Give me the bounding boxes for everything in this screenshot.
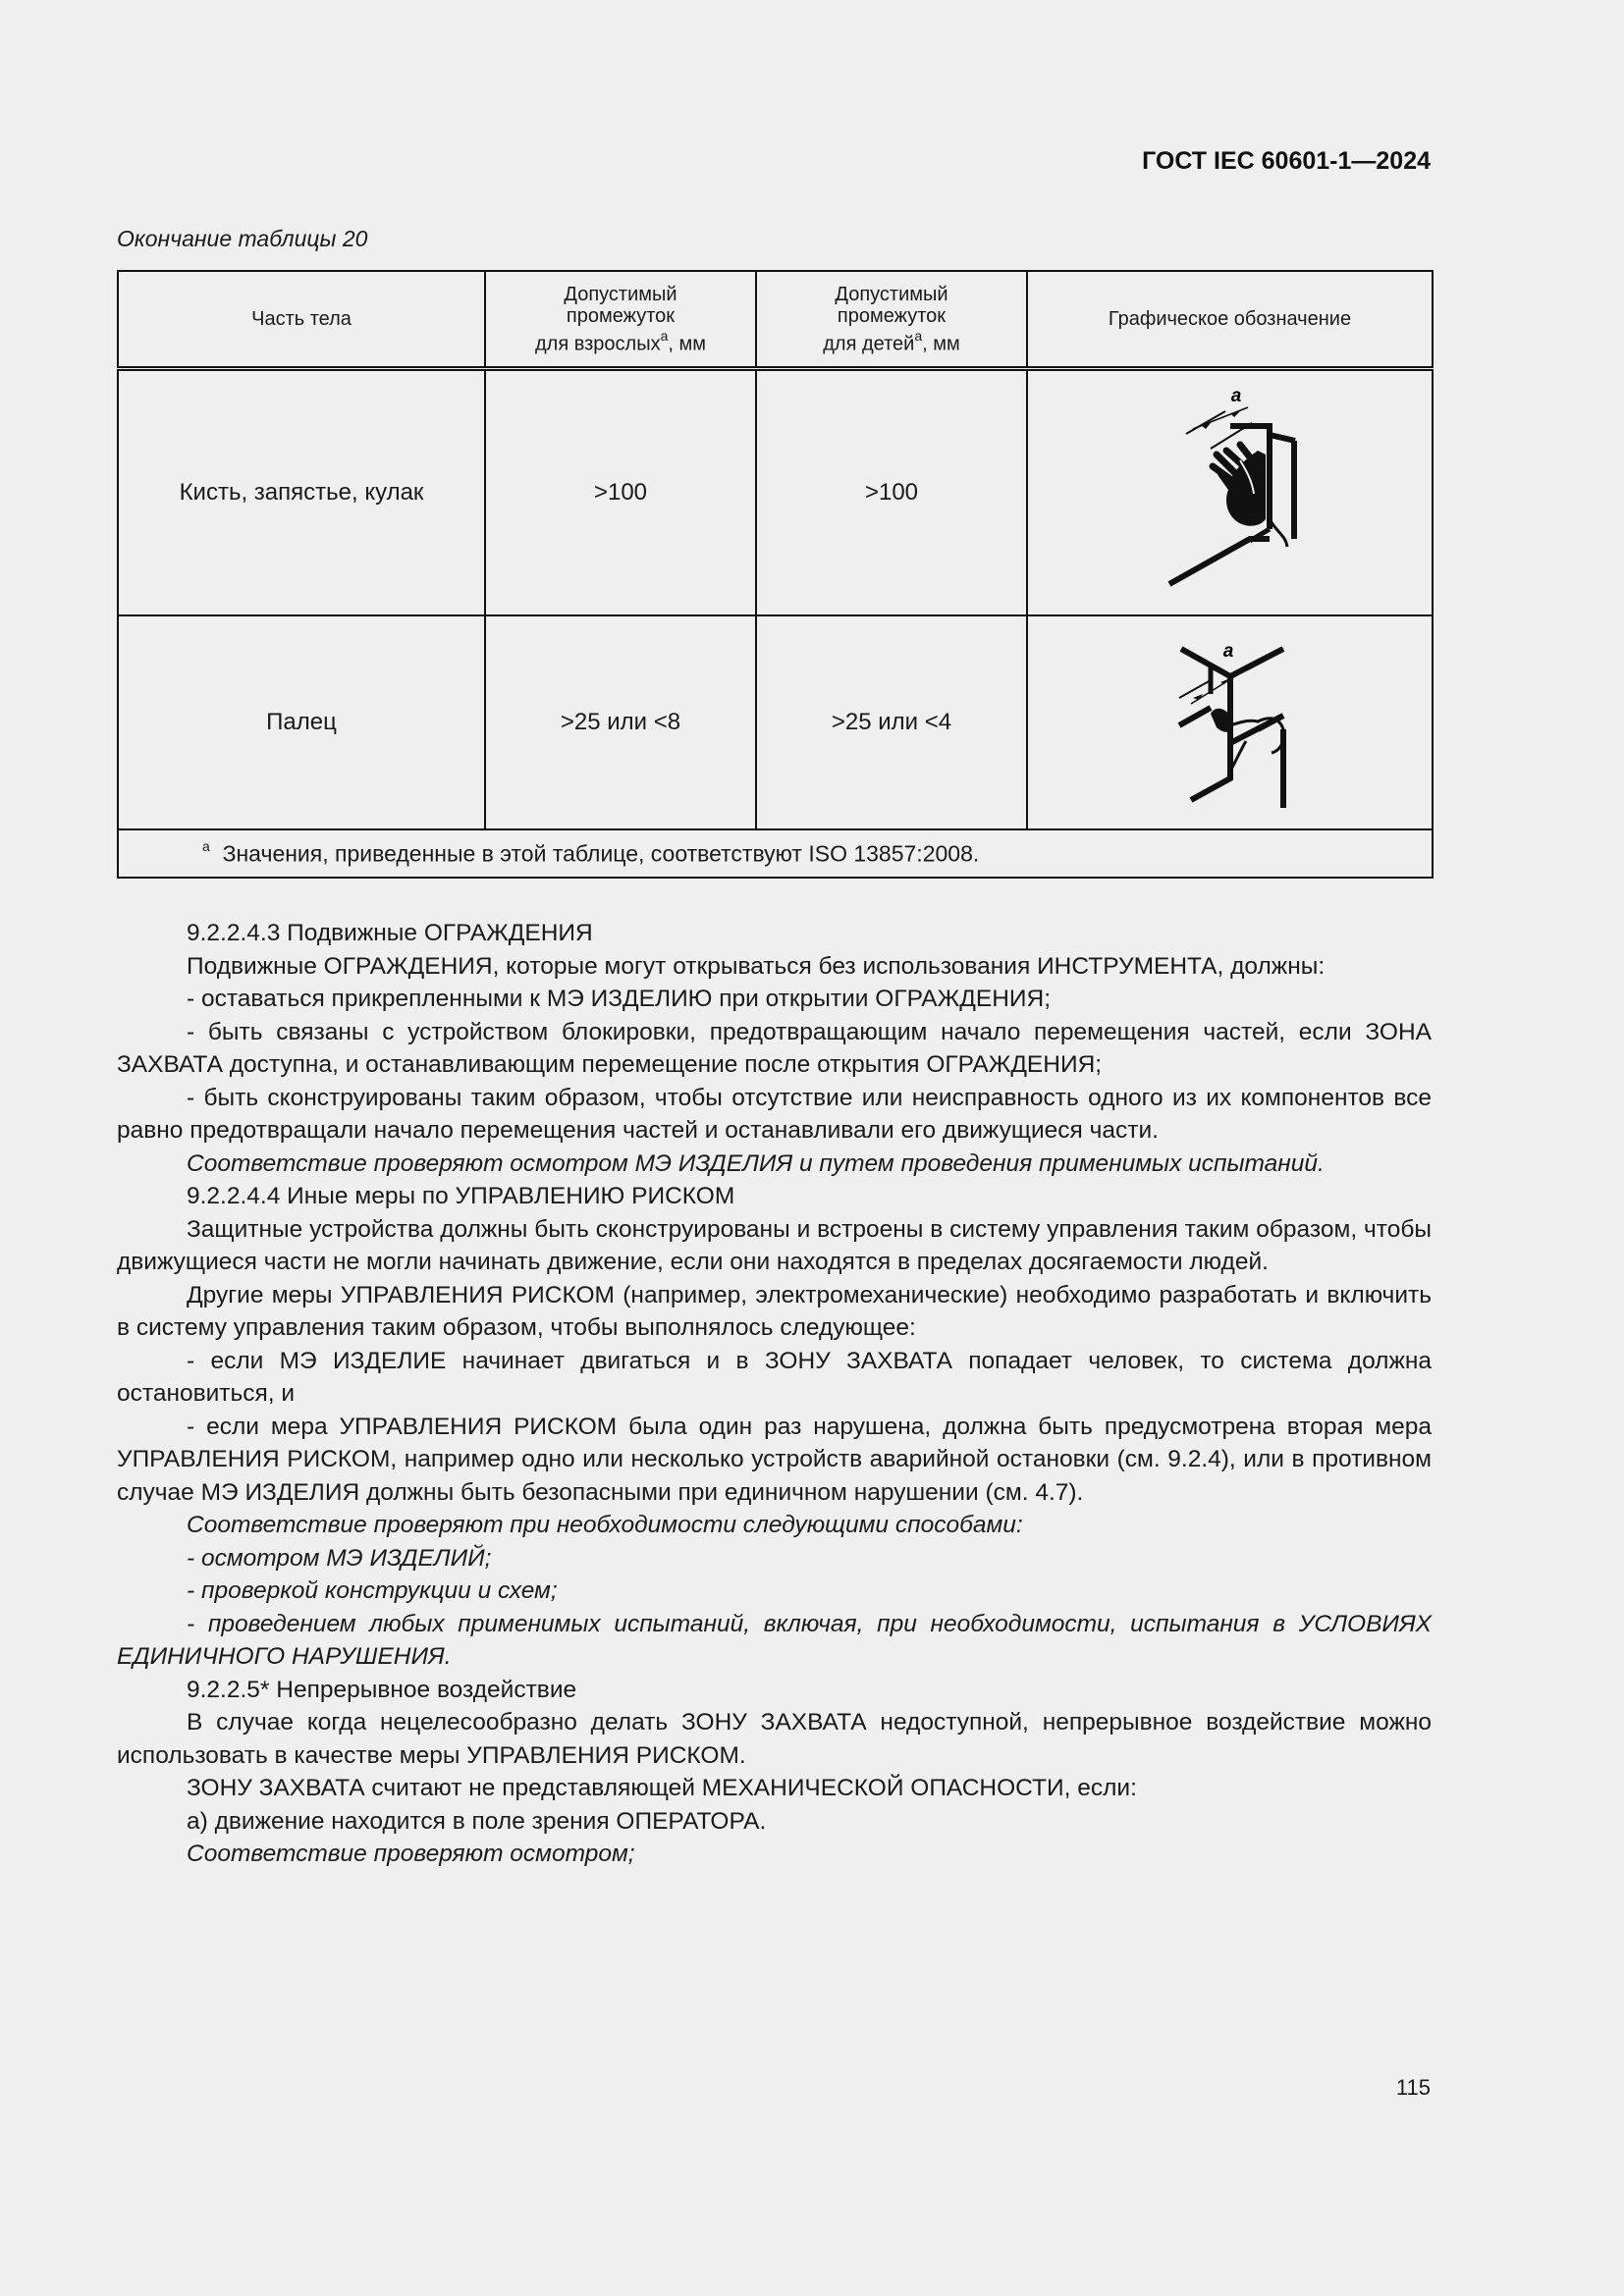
table-row [118,369,1433,616]
cell-children-gap: >100 [756,369,1027,616]
header-graphic: Графическое обозначение [1027,271,1433,369]
section-heading: 9.2.2.5* Непрерывное воздействие [187,1676,577,1703]
header-children-unit: , мм [922,333,960,355]
header-adults-gap [485,271,756,369]
page-number: 115 [1395,2075,1431,2100]
section-heading: 9.2.2.4.4 Иные меры по УПРАВЛЕНИЮ РИСКОМ [187,1183,735,1209]
table-footnote [118,829,1433,878]
body-part-gap-table [117,270,1434,879]
paragraph: Защитные устройства должны быть сконструированы и встроены в систему управления таким образом, чтобы движущиеся части не могли начинать движение, если они находятся в пределах досягаемости людей. [117,1215,1432,1275]
body-text [117,917,1432,1871]
cell-graphic [1027,369,1433,616]
footnote-text: Значения, приведенные в этой таблице, соответствуют ISO 13857:2008. [222,840,980,867]
cell-children-gap: >25 или <4 [756,615,1027,829]
header-adults-footnote-mark: a [660,327,669,344]
list-item: - проведением любых применимых испытаний, включая, при необходимости, испытания в УСЛОВИЯХ ЕДИНИЧНОГО НАРУШЕНИЯ. [117,1610,1432,1670]
header-children-gap [756,271,1027,369]
list-item: а) движение находится в поле зрения ОПЕРАТОРА. [187,1807,767,1835]
list-item: - быть связаны с устройством блокировки, предотвращающим начало перемещения частей, если ЗОНА ЗАХВАТА доступна, и останавливающим перемещение после открытия ОГРАЖДЕНИЯ; [117,1018,1432,1078]
paragraph: Другие меры УПРАВЛЕНИЯ РИСКОМ (например, электромеханические) необходимо разработать и включить в систему управления таким образом, чтобы выполнялось следующее: [117,1281,1432,1341]
table-row [118,615,1433,829]
cell-adults-gap: >25 или <8 [485,615,756,829]
table-footnote-row [118,829,1433,878]
table-caption: Окончание таблицы 20 [117,226,368,251]
header-children-line2: промежуток [837,304,947,327]
section-heading: 9.2.2.4.3 Подвижные ОГРАЖДЕНИЯ [187,920,593,946]
header-adults-line2: промежуток [566,304,676,327]
header-children-line3: для детей [823,333,915,355]
header-children-footnote-mark: a [914,327,923,344]
header-body-part: Часть тела [118,271,485,369]
footnote-mark: a [202,837,210,854]
cell-body-part: Палец [118,615,485,829]
header-children-line1: Допустимый [835,283,948,305]
paragraph: Подвижные ОГРАЖДЕНИЯ, которые могут открываться без использования ИНСТРУМЕНТА, должны: [187,952,1326,980]
graphic-dimension-label: a [1222,640,1233,662]
list-item: - если МЭ ИЗДЕЛИЕ начинает двигаться и в ЗОНУ ЗАХВАТА попадает человек, то система должна остановиться, и [117,1347,1432,1407]
header-adults-unit: , мм [668,333,706,355]
graphic-dimension-label: a [1230,385,1241,406]
paragraph: ЗОНУ ЗАХВАТА считают не представляющей МЕХАНИЧЕСКОЙ ОПАСНОСТИ, если: [187,1775,1137,1801]
list-item: - быть сконструированы таким образом, чтобы отсутствие или неисправность одного из их компонентов все равно предотвращали начало перемещения частей и останавливали его движущиеся части. [117,1084,1432,1144]
document-header: ГОСТ IEC 60601-1—2024 [1142,147,1431,175]
compliance-paragraph: Соответствие проверяют при необходимости следующими способами: [187,1512,1023,1538]
finger-gap-icon [1132,621,1328,818]
list-item: - осмотром МЭ ИЗДЕЛИЙ; [187,1544,492,1572]
table-header-row [118,271,1433,369]
compliance-paragraph: Соответствие проверяют осмотром; [187,1841,635,1867]
header-adults-line1: Допустимый [564,283,677,305]
cell-body-part: Кисть, запястье, кулак [118,369,485,616]
header-adults-line3: для взрослых [534,333,661,355]
hand-gap-icon [1132,372,1328,608]
list-item: - проверкой конструкции и схем; [187,1577,558,1604]
cell-graphic [1027,615,1433,829]
paragraph: В случае когда нецелесообразно делать ЗОНУ ЗАХВАТА недоступной, непрерывное воздействие можно использовать в качестве меры УПРАВЛЕНИЯ РИСКОМ. [117,1709,1432,1769]
list-item: - если мера УПРАВЛЕНИЯ РИСКОМ была один раз нарушена, должна быть предусмотрена вторая мера УПРАВЛЕНИЯ РИСКОМ, например одно или несколько устройств аварийной остановки (см. 9.2.4), или в противном случае МЭ ИЗДЕЛИЯ должны быть безопасными при единичном нарушении (см. 4.7). [117,1413,1432,1506]
list-item: - оставаться прикрепленными к МЭ ИЗДЕЛИЮ при открытии ОГРАЖДЕНИЯ; [187,986,1052,1012]
compliance-paragraph: Соответствие проверяют осмотром МЭ ИЗДЕЛИЯ и путем проведения применимых испытаний. [187,1149,1325,1177]
cell-adults-gap: >100 [485,369,756,616]
